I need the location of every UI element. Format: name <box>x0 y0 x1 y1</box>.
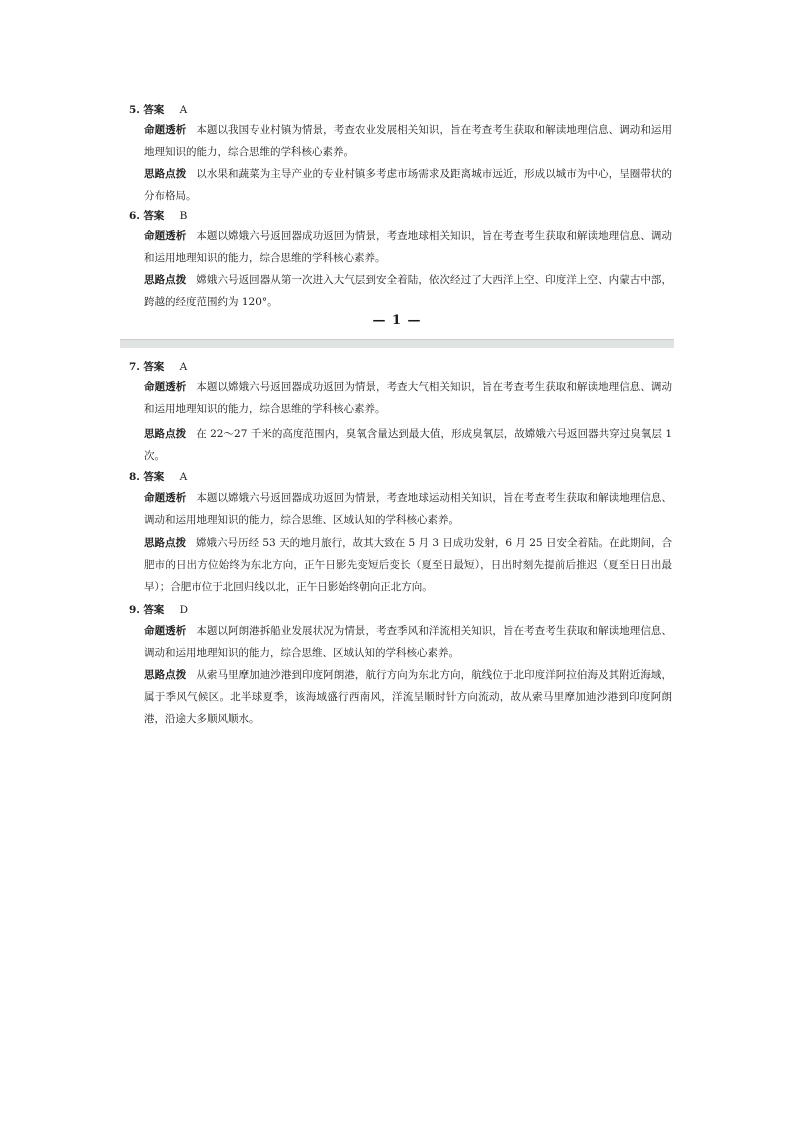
question-number: 8. <box>129 471 140 483</box>
page-divider <box>120 339 674 348</box>
answer-line <box>129 469 187 485</box>
answer-line <box>129 602 188 618</box>
analysis-label: 命题透析 <box>144 124 187 136</box>
hint-text: 以水果和蔬菜为主导产业的专业村镇多考虑市场需求及距离城市远近，形成以城市为中心，呈圈带状的分布格局。 <box>144 168 673 202</box>
question-number: 5. <box>129 104 140 116</box>
hint-text: 从索马里摩加迪沙港到印度阿朗港，航行方向为东北方向，航线位于北印度洋阿拉伯海及其附近海域，属于季风气候区。北半球夏季，该海域盛行西南风，洋流呈顺时针方向流动，故从索马里摩加迪沙港到印度阿朗港，沿途大多顺风顺水。 <box>144 669 673 725</box>
hint-paragraph <box>144 423 672 467</box>
analysis-text: 本题以嫦娥六号返回器成功返回为情景，考查地球相关知识，旨在考查考生获取和解读地理信息、调动和运用地理知识的能力，综合思维的学科核心素养。 <box>144 230 673 264</box>
analysis-paragraph <box>144 225 672 269</box>
answer-label: 答案 <box>143 604 165 616</box>
analysis-paragraph <box>144 376 672 420</box>
analysis-text: 本题以我国专业村镇为情景，考查农业发展相关知识，旨在考查考生获取和解读地理信息、调动和运用地理知识的能力，综合思维的学科核心素养。 <box>144 124 673 158</box>
hint-text: 在 22～27 千米的高度范围内，臭氧含量达到最大值，形成臭氧层，故嫦娥六号返回器共穿过臭氧层 1 次。 <box>144 428 672 462</box>
hint-label: 思路点拨 <box>144 168 187 180</box>
hint-label: 思路点拨 <box>144 537 187 549</box>
analysis-label: 命题透析 <box>144 381 187 393</box>
analysis-text: 本题以阿朗港拆船业发展状况为情景，考查季风和洋流相关知识，旨在考查考生获取和解读地理信息、调动和运用地理知识的能力，综合思维、区域认知的学科核心素养。 <box>144 625 673 659</box>
hint-label: 思路点拨 <box>144 669 187 681</box>
hint-paragraph <box>144 664 672 730</box>
analysis-paragraph <box>144 620 672 664</box>
analysis-label: 命题透析 <box>144 230 187 242</box>
question-number: 6. <box>129 210 140 222</box>
answer-label: 答案 <box>143 210 165 222</box>
hint-label: 思路点拨 <box>144 428 187 440</box>
answer-line <box>129 102 187 118</box>
analysis-label: 命题透析 <box>144 625 187 637</box>
hint-paragraph <box>144 269 672 313</box>
analysis-text: 本题以嫦娥六号返回器成功返回为情景，考查地球运动相关知识，旨在考查考生获取和解读地理信息、调动和运用地理知识的能力，综合思维、区域认知的学科核心素养。 <box>144 492 673 526</box>
hint-label: 思路点拨 <box>144 274 187 286</box>
page-number: — 1 — <box>372 313 422 328</box>
answer-line <box>129 208 187 224</box>
analysis-text: 本题以嫦娥六号返回器成功返回为情景，考查大气相关知识，旨在考查考生获取和解读地理信息、调动和运用地理知识的能力，综合思维的学科核心素养。 <box>144 381 673 415</box>
analysis-paragraph <box>144 487 672 531</box>
analysis-paragraph <box>144 119 672 163</box>
question-number: 9. <box>129 604 140 616</box>
answer-label: 答案 <box>143 361 165 373</box>
answer-value: A <box>179 104 188 116</box>
question-number: 7. <box>129 361 140 373</box>
analysis-label: 命题透析 <box>144 492 187 504</box>
hint-paragraph <box>144 163 672 207</box>
answer-value: D <box>179 604 189 616</box>
hint-text: 嫦娥六号返回器从第一次进入大气层到安全着陆，依次经过了大西洋上空、印度洋上空、内蒙古中部，跨越的经度范围约为 120°。 <box>144 274 673 308</box>
answer-value: B <box>179 210 188 222</box>
answer-label: 答案 <box>143 104 165 116</box>
answer-value: A <box>179 471 188 483</box>
hint-text: 嫦娥六号历经 53 天的地月旅行，故其大致在 5 月 3 日成功发射，6 月 25 日安全着陆。在此期间，合肥市的日出方位始终为东北方向，正午日影先变短后变长（夏至日最短），日出时刻先提前后推迟（夏至日日出最早）；合肥市位于北回归线以北，正午日影始终朝向正北方向。 <box>144 537 672 593</box>
answer-line <box>129 359 187 375</box>
hint-paragraph <box>144 532 672 598</box>
answer-label: 答案 <box>143 471 165 483</box>
answer-value: A <box>179 361 188 373</box>
